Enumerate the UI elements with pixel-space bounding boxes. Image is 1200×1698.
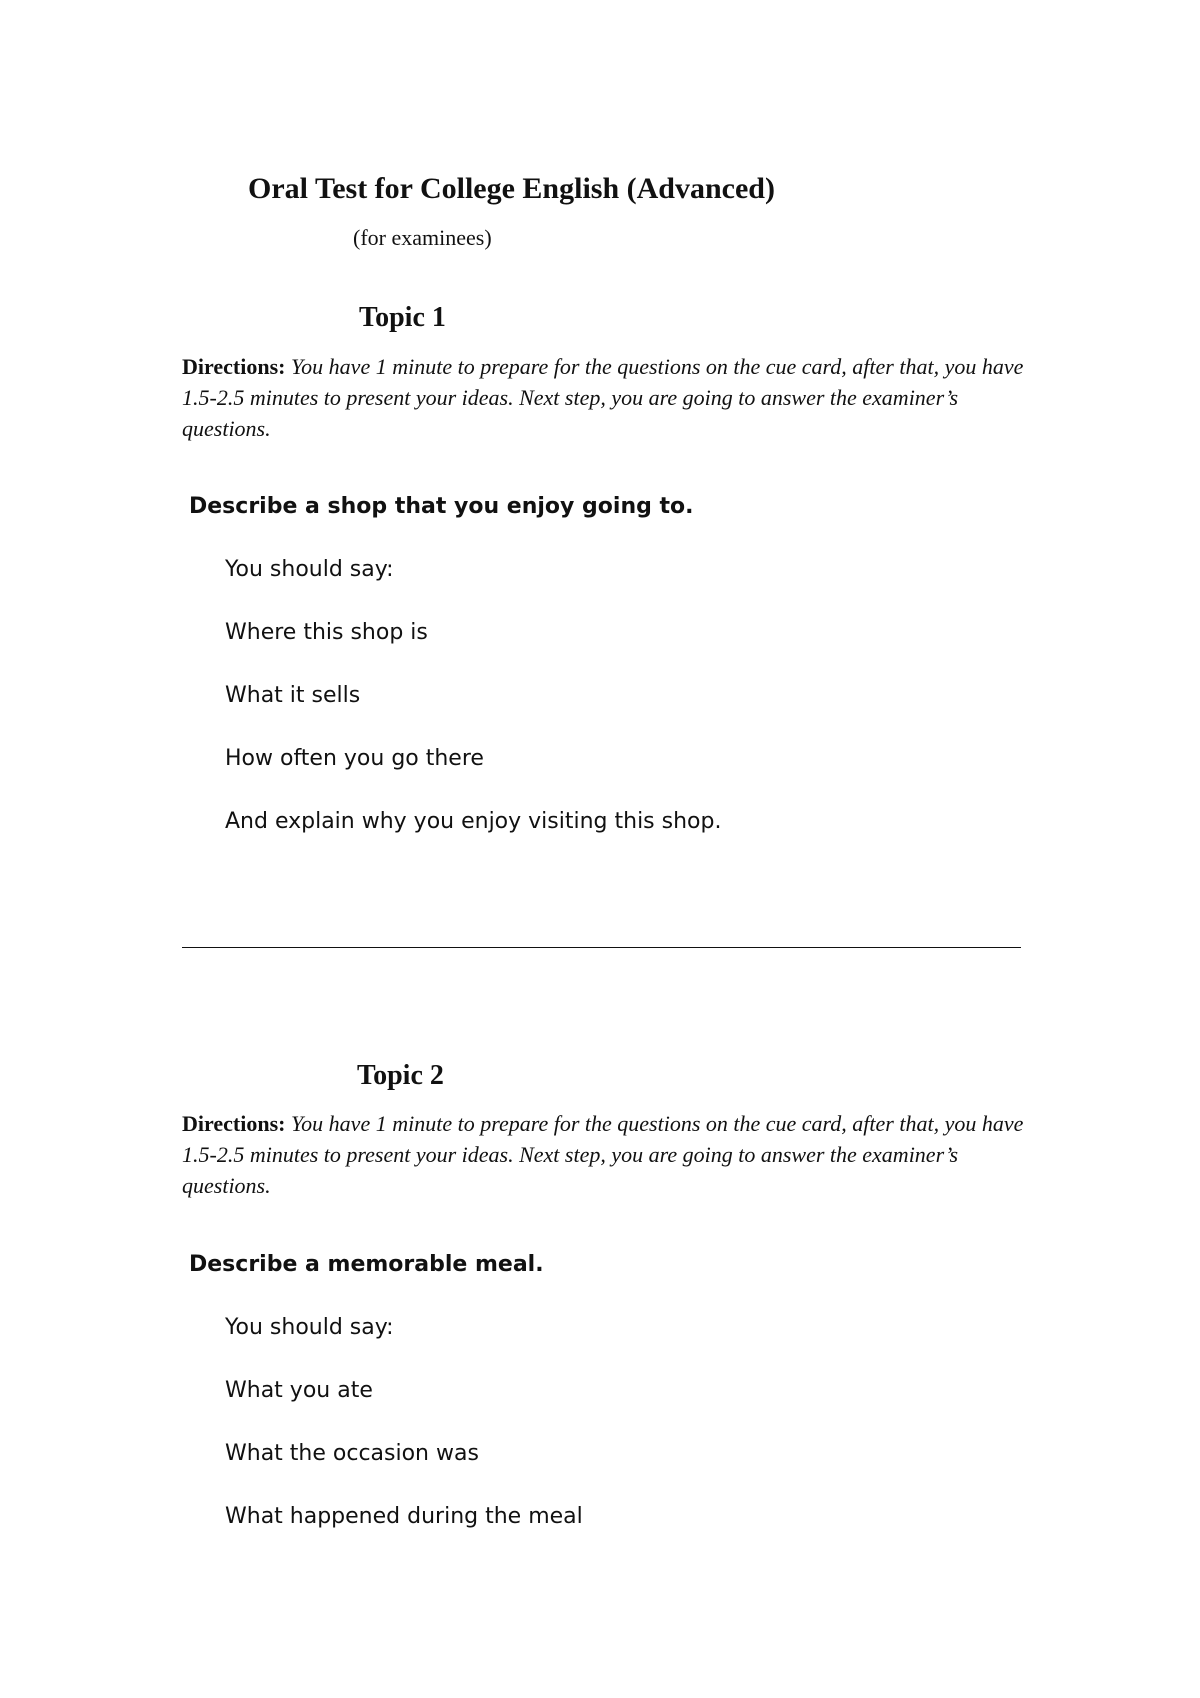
topic-1-cue-title: Describe a shop that you enjoy going to.: [189, 494, 694, 519]
topic-2-prompt: What happened during the meal: [225, 1504, 583, 1529]
topic-1-prompt: How often you go there: [225, 746, 484, 771]
topic-1-prompt: And explain why you enjoy visiting this shop.: [225, 809, 722, 834]
page-subtitle: (for examinees): [353, 225, 492, 250]
page-title: Oral Test for College English (Advanced): [248, 172, 775, 205]
section-divider: [182, 947, 1021, 948]
topic-2-cue-title: Describe a memorable meal.: [189, 1252, 544, 1277]
topic-1-prompt-intro: You should say:: [225, 557, 394, 582]
directions-text: You have 1 minute to prepare for the questions on the cue card, after that, you have 1.5-2.5 minutes to present your ideas. Next step, you are going to answer the examiner’s questions.: [182, 1111, 1024, 1198]
topic-1-directions: [182, 351, 1027, 444]
topic-2-heading: Topic 2: [357, 1060, 444, 1091]
topic-1-heading: Topic 1: [359, 302, 446, 333]
topic-2-directions: [182, 1108, 1027, 1201]
topic-2-prompt-intro: You should say:: [225, 1315, 394, 1340]
topic-2-prompt: What the occasion was: [225, 1441, 479, 1466]
topic-2-prompt: What you ate: [225, 1378, 373, 1403]
topic-1-prompt: Where this shop is: [225, 620, 428, 645]
directions-label: Directions:: [182, 1111, 286, 1136]
topic-1-prompt: What it sells: [225, 683, 361, 708]
directions-label: Directions:: [182, 354, 286, 379]
directions-text: You have 1 minute to prepare for the questions on the cue card, after that, you have 1.5-2.5 minutes to present your ideas. Next step, you are going to answer the examiner’s questions.: [182, 354, 1024, 441]
